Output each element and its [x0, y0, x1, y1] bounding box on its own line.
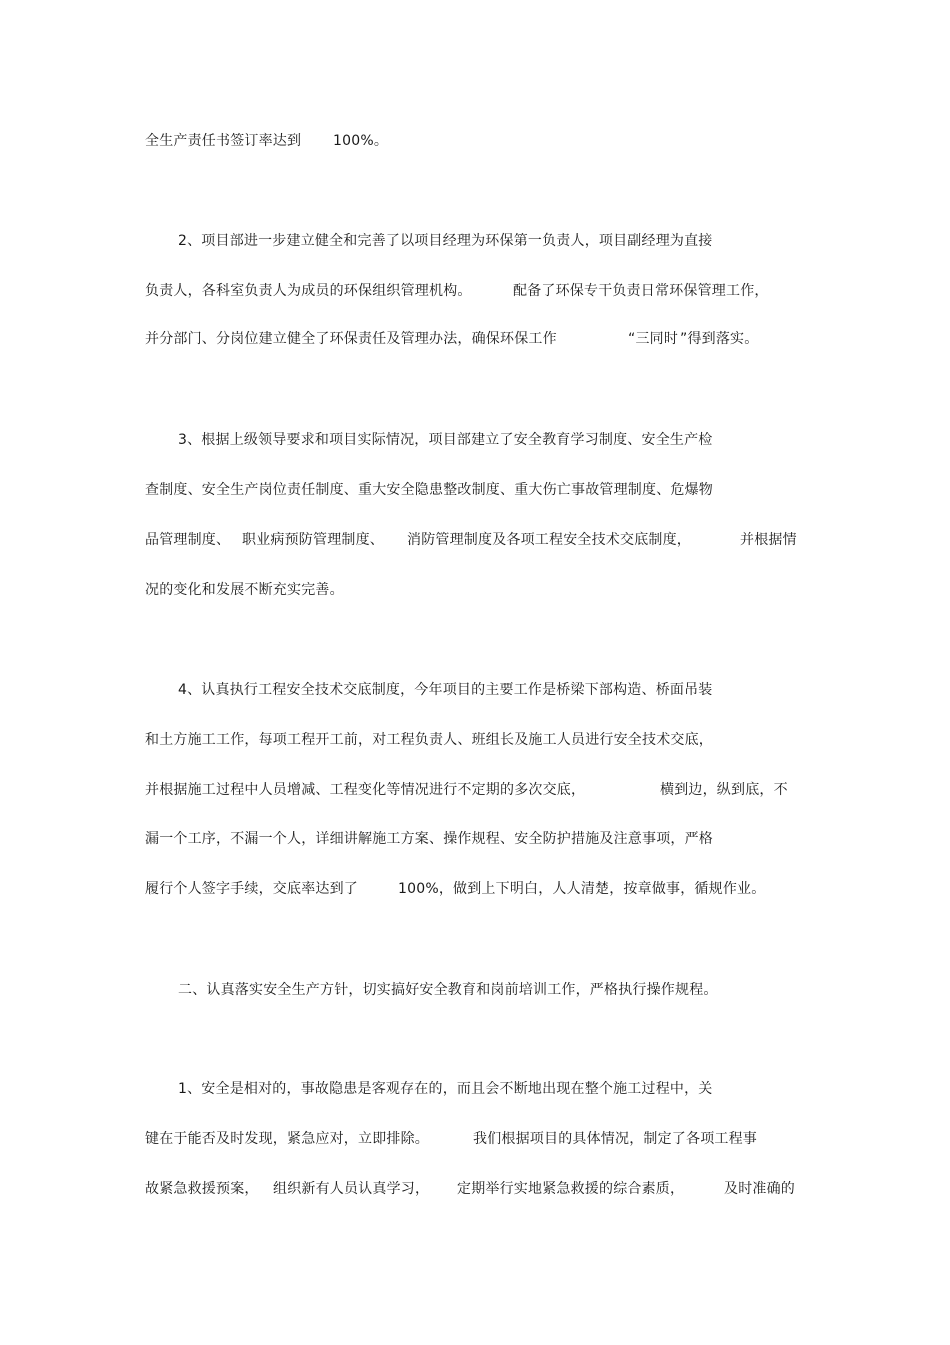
text-segment: 键在于能否及时发现，紧急应对，立即排除。 — [145, 1131, 429, 1147]
text-segment: 100%，做到上下明白，人人清楚，按章做事，循规作业。 — [398, 881, 766, 897]
text-segment: 配备了环保专干负责日常环保管理工作， — [513, 283, 769, 299]
text-segment: 我们根据项目的具体情况，制定了各项工程事 — [473, 1131, 757, 1147]
text-segment: 1、安全是相对的，事故隐患是客观存在的，而且会不断地出现在整个施工过程中，关 — [178, 1081, 713, 1097]
text-segment: 故紧急救援预案， — [145, 1181, 259, 1197]
text-segment: 并根据施工过程中人员增减、工程变化等情况进行不定期的多次交底， — [145, 782, 586, 798]
text-segment: 职业病预防管理制度、 — [242, 532, 384, 548]
text-segment: 组织新有人员认真学习， — [273, 1181, 430, 1197]
text-segment: 况的变化和发展不断充实完善。 — [145, 582, 344, 598]
text-segment: 及时准确的 — [724, 1181, 795, 1197]
text-segment: 4、认真执行工程安全技术交底制度，今年项目的主要工作是桥梁下部构造、桥面吊装 — [178, 682, 713, 698]
text-segment: 漏一个工序，不漏一个人，详细讲解施工方案、操作规程、安全防护措施及注意事项，严格 — [145, 831, 713, 847]
text-segment: 并根据情 — [740, 532, 797, 548]
text-segment: 消防管理制度及各项工程安全技术交底制度， — [407, 532, 691, 548]
text-segment: ”得到落实。 — [680, 331, 759, 347]
text-segment: 3、根据上级领导要求和项目实际情况，项目部建立了安全教育学习制度、安全生产检 — [178, 432, 713, 448]
text-segment: 2、项目部进一步建立健全和完善了以项目经理为环保第一负责人，项目副经理为直接 — [178, 233, 713, 249]
text-segment: 二、认真落实安全生产方针，切实搞好安全教育和岗前培训工作，严格执行操作规程。 — [178, 982, 718, 998]
text-segment: 100%。 — [333, 133, 389, 149]
text-segment: 负责人，各科室负责人为成员的环保组织管理机构。 — [145, 283, 472, 299]
text-segment: 履行个人签字手续，交底率达到了 — [145, 881, 358, 897]
text-segment: 横到边，纵到底，不 — [660, 782, 788, 798]
text-segment: 全生产责任书签订率达到 — [145, 133, 302, 149]
text-segment: “三同时 — [628, 331, 679, 347]
text-segment: 查制度、安全生产岗位责任制度、重大安全隐患整改制度、重大伤亡事故管理制度、危爆物 — [145, 482, 713, 498]
text-segment: 定期举行实地紧急救援的综合素质， — [457, 1181, 685, 1197]
text-segment: 品管理制度、 — [145, 532, 231, 548]
text-segment: 并分部门、分岗位建立健全了环保责任及管理办法，确保环保工作 — [145, 331, 557, 347]
text-segment: 和土方施工工作，每项工程开工前，对工程负责人、班组长及施工人员进行安全技术交底， — [145, 732, 713, 748]
